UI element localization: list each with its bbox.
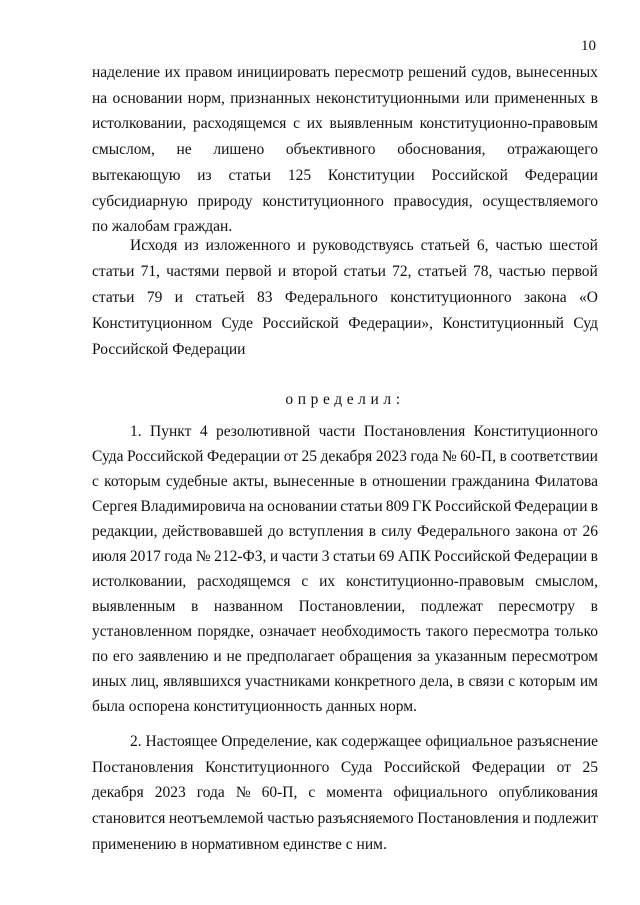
- text-line: Исходя из изложенного и руководствуясь статьей 6, частью шестой: [130, 237, 598, 254]
- text-line: смыслом, не лишено объективного обоснования, отражающего: [92, 141, 598, 159]
- text-line: субсидиарную природу конституционного правосудия, осуществляемого: [92, 192, 598, 210]
- operative-heading: определил:: [285, 391, 405, 408]
- text-line: Суда Российской Федерации от 25 декабря 2023 года № 60-П, в соответствии: [92, 448, 598, 465]
- text-line: выявленным в названном Постановлении, подлежат пересмотру в: [92, 598, 598, 615]
- text-line: Сергея Владимировича на основании статьи 809 ГК Российской Федерации в: [92, 498, 598, 515]
- text-line: 1. Пункт 4 резолютивной части Постановления Конституционного: [130, 423, 598, 440]
- text-line: июля 2017 года № 212-ФЗ, и части 3 статьи 69 АПК Российской Федерации в: [92, 548, 598, 565]
- text-line: истолковании, расходящемся с их конституционно-правовым смыслом,: [92, 573, 598, 590]
- text-line: вытекающую из статьи 125 Конституции Российской Федерации: [92, 166, 598, 184]
- text-line: с которым судебные акты, вынесенные в отношении гражданина Филатова: [92, 473, 598, 490]
- text-line: редакции, действовавшей до вступления в силу Федерального закона от 26: [92, 523, 598, 540]
- text-line: установленном порядке, означает необходимость такого пересмотра только: [92, 623, 598, 640]
- page-number: 10: [581, 38, 596, 54]
- text-line: статьи 79 и статьей 83 Федерального конституционного закона «О: [92, 289, 598, 306]
- text-line: Российской Федерации: [92, 341, 246, 358]
- text-line: декабря 2023 года № 60-П, с момента официального опубликования: [92, 784, 598, 802]
- text-line: применению в нормативном единстве с ним.: [92, 835, 387, 853]
- text-line: истолковании, расходящемся с их выявленным конституционно-правовым: [92, 115, 598, 133]
- text-line: становится неотъемлемой частью разъясняемого Постановления и подлежит: [92, 810, 598, 828]
- text-line: была оспорена конституционность данных норм.: [92, 698, 417, 715]
- text-line: Постановления Конституционного Суда Российской Федерации от 25: [92, 758, 598, 776]
- text-line: статьи 71, частями первой и второй статьи 72, статьей 78, частью первой: [92, 263, 598, 280]
- text-line: 2. Настоящее Определение, как содержащее официальное разъяснение: [130, 733, 598, 750]
- text-line: на основании норм, признанных неконституционными или примененных в: [92, 89, 598, 107]
- text-line: Конституционном Суде Российской Федерации», Конституционный Суд: [92, 315, 598, 332]
- text-line: по его заявлению и не предполагает обращения за указанным пересмотром: [92, 648, 598, 665]
- text-line: иных лиц, являвшихся участниками конкретного дела, в связи с которым им: [92, 673, 598, 690]
- text-line: по жалобам граждан.: [92, 218, 233, 236]
- text-line: наделение их правом инициировать пересмотр решений судов, вынесенных: [92, 64, 598, 81]
